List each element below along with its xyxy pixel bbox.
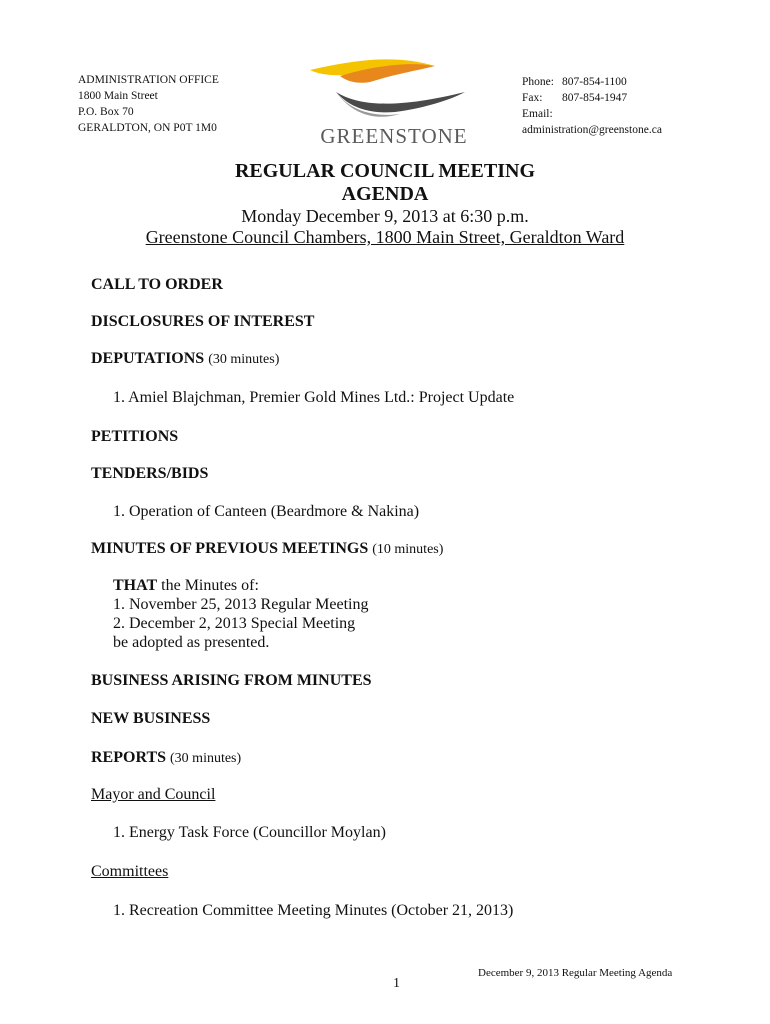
email-address: administration@greenstone.ca xyxy=(522,124,662,136)
section-disclosures: DISCLOSURES OF INTEREST xyxy=(91,313,315,330)
section-new-business: NEW BUSINESS xyxy=(91,710,211,727)
page-number: 1 xyxy=(393,976,400,991)
address-line: GERALDTON, ON P0T 1M0 xyxy=(78,122,217,134)
address-line: ADMINISTRATION OFFICE xyxy=(78,74,219,86)
minutes-item: 2. December 2, 2013 Special Meeting xyxy=(113,615,356,632)
subsection-mayor-council: Mayor and Council xyxy=(91,786,216,803)
section-call-to-order: CALL TO ORDER xyxy=(91,276,223,293)
section-reports: REPORTS (30 minutes) xyxy=(91,749,242,766)
agenda-title: AGENDA xyxy=(341,183,429,205)
minutes-that: THAT the Minutes of: xyxy=(113,577,259,594)
deputation-item: 1. Amiel Blajchman, Premier Gold Mines Ltd.: Project Update xyxy=(113,389,515,406)
meeting-date: Monday December 9, 2013 at 6:30 p.m. xyxy=(241,206,529,226)
address-line: 1800 Main Street xyxy=(78,90,158,102)
phone-label: Phone: xyxy=(522,76,554,88)
section-petitions: PETITIONS xyxy=(91,428,179,445)
footer-note: December 9, 2013 Regular Meeting Agenda xyxy=(478,967,673,979)
mayor-item: 1. Energy Task Force (Councillor Moylan) xyxy=(113,824,386,841)
email-label: Email: xyxy=(522,108,553,120)
fax-label: Fax: xyxy=(522,92,543,104)
office-address xyxy=(78,72,219,136)
logo-wordmark: GREENSTONE xyxy=(320,124,468,148)
section-tenders: TENDERS/BIDS xyxy=(91,465,209,482)
minutes-item: 1. November 25, 2013 Regular Meeting xyxy=(113,596,369,613)
meeting-title: REGULAR COUNCIL MEETING xyxy=(234,160,536,182)
section-minutes: MINUTES OF PREVIOUS MEETINGS (10 minutes) xyxy=(91,540,444,557)
fax-number: 807-854-1947 xyxy=(562,92,628,104)
subsection-committees: Committees xyxy=(91,863,169,880)
meeting-location: Greenstone Council Chambers, 1800 Main Street, Geraldton Ward xyxy=(145,227,625,247)
contact-info xyxy=(522,74,662,138)
minutes-adopted: be adopted as presented. xyxy=(113,634,270,651)
phone-number: 807-854-1100 xyxy=(562,76,627,88)
tender-item: 1. Operation of Canteen (Beardmore & Nakina) xyxy=(113,503,420,520)
committee-item: 1. Recreation Committee Meeting Minutes (October 21, 2013) xyxy=(113,902,514,919)
address-line: P.O. Box 70 xyxy=(78,106,134,118)
section-business-arising: BUSINESS ARISING FROM MINUTES xyxy=(91,672,372,689)
section-deputations: DEPUTATIONS (30 minutes) xyxy=(91,350,280,367)
